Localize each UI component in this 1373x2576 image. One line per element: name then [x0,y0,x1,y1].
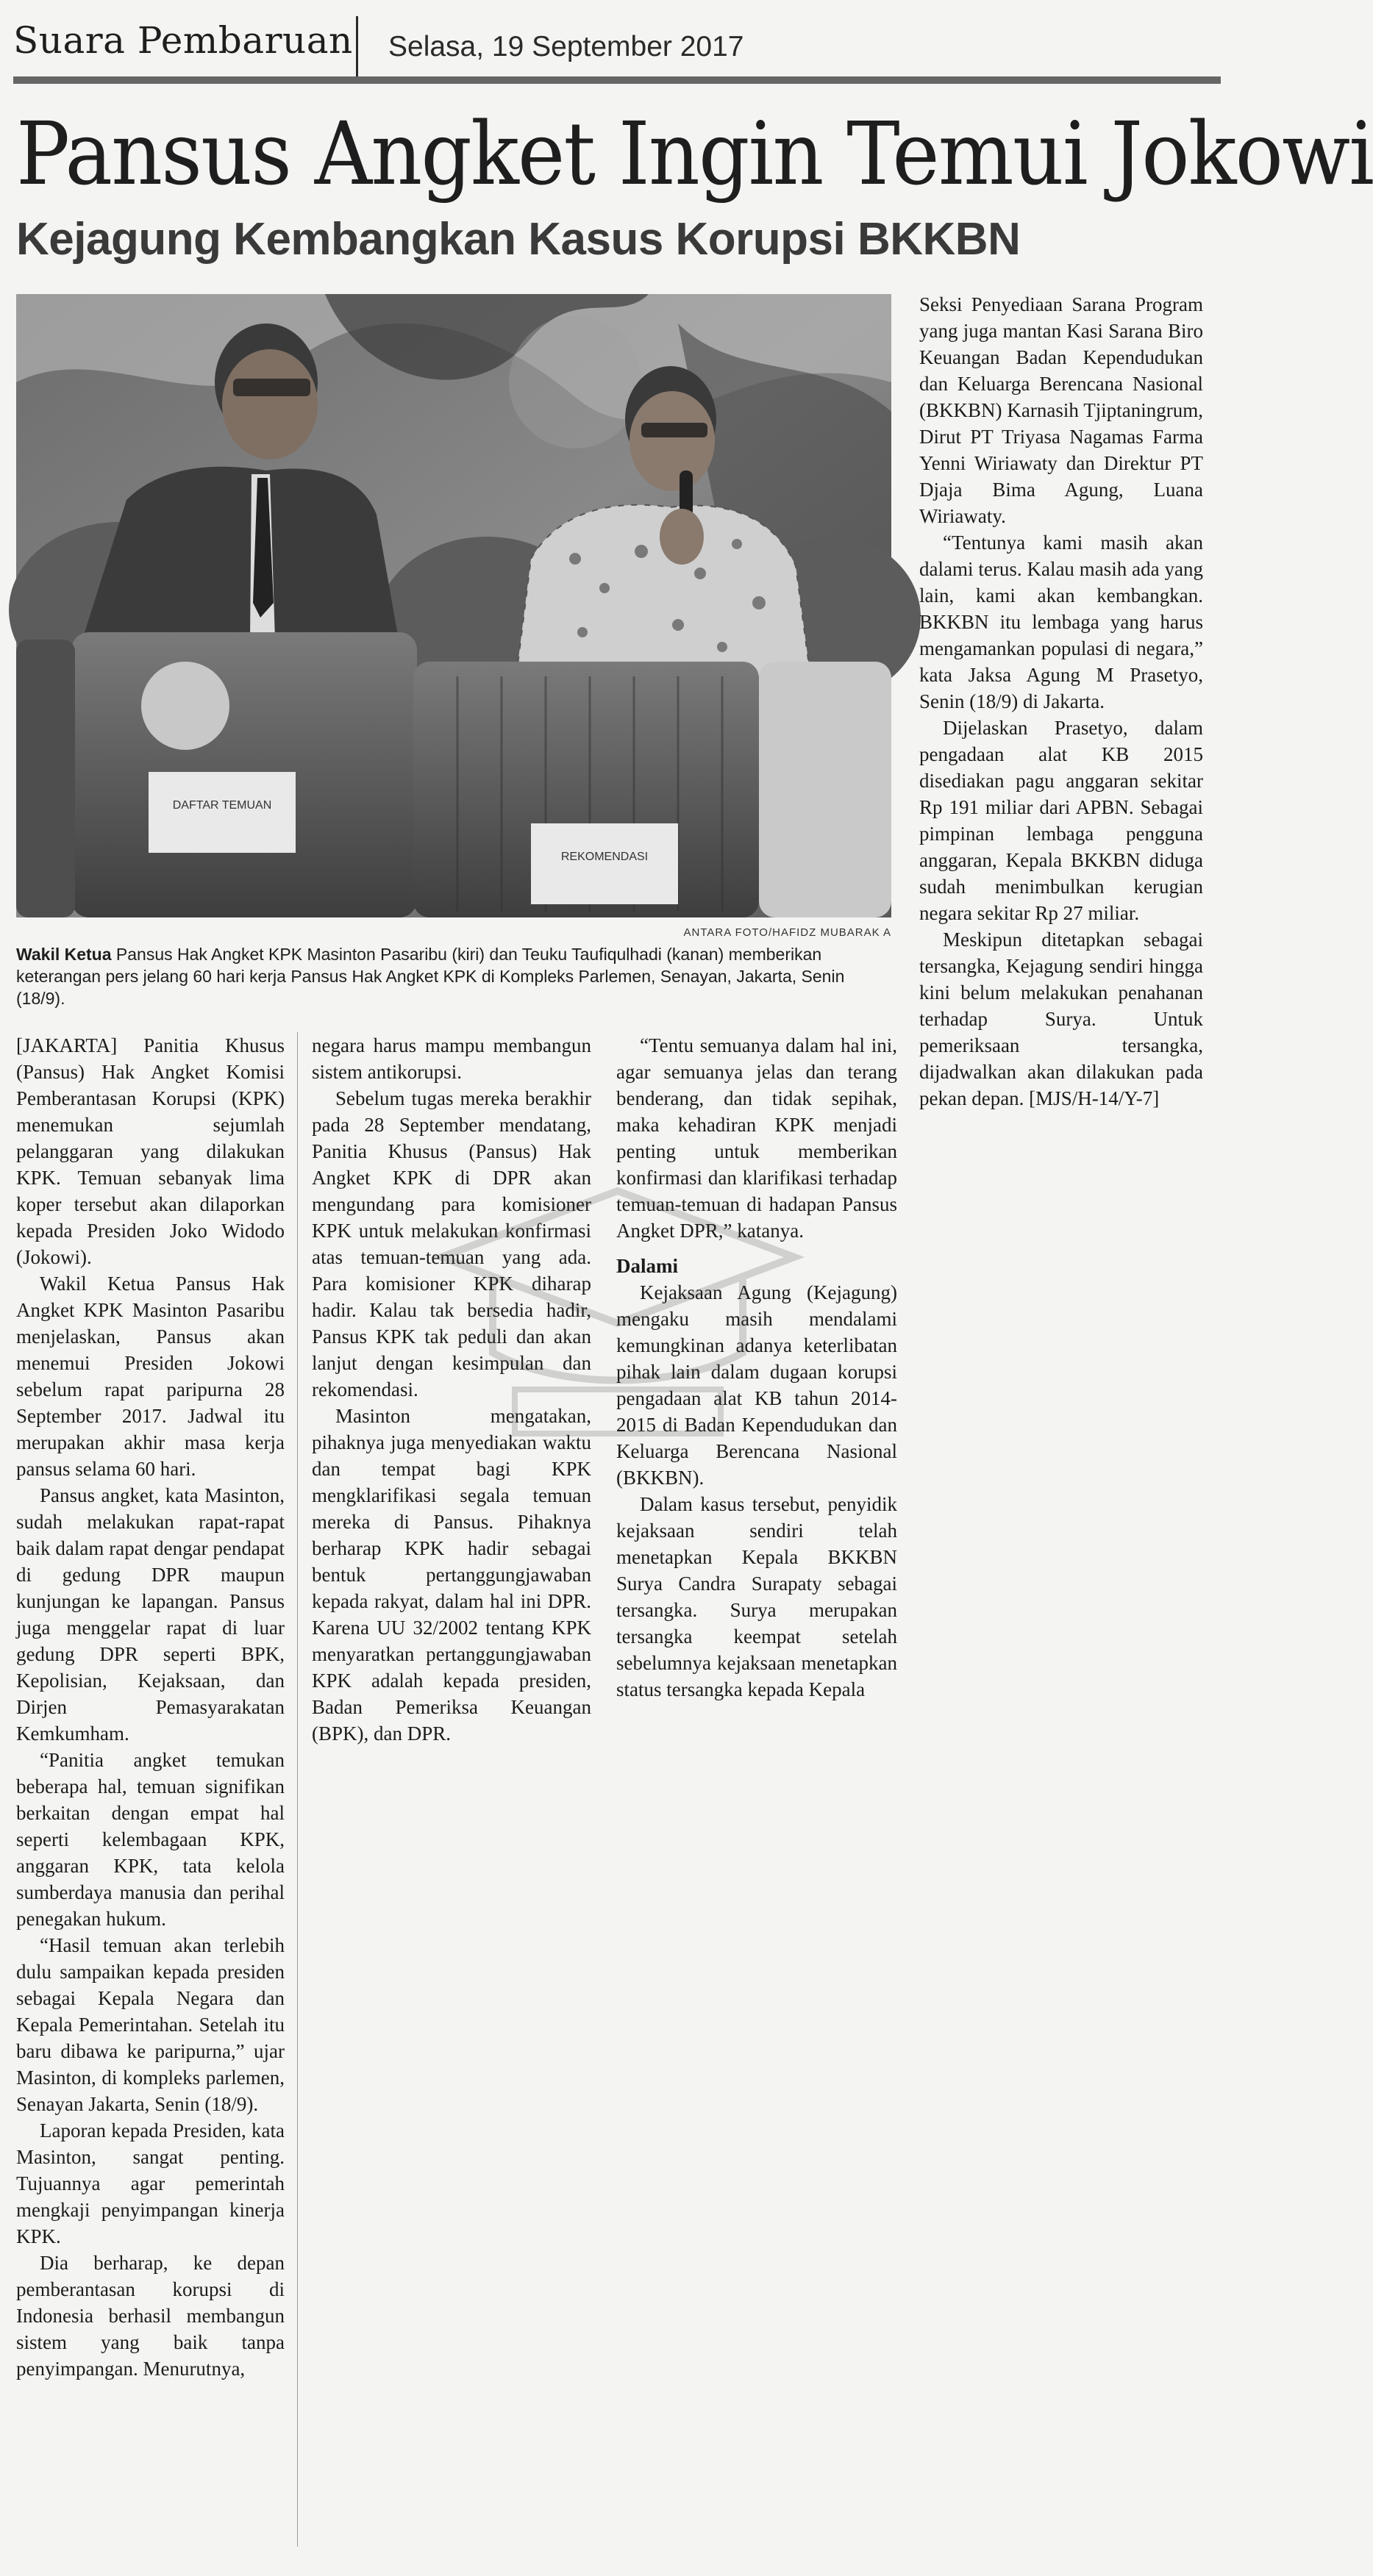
paragraph: Dia berharap, ke depan pemberantasan korupsi di Indonesia berhasil membangun sistem yang baik tanpa penyimpangan. Menurutnya, [16,2252,285,2380]
paragraph: “Tentu semuanya dalam hal ini, agar semuanya jelas dan terang benderang, dan tidak sepihak, maka kehadiran KPK menjadi penting untuk memberikan konfirmasi dan klarifikasi terhadap temuan-temuan di hadapan Pansus Angket DPR,” katanya. [616,1034,897,1242]
paragraph: Seksi Penyediaan Sarana Program yang juga mantan Kasi Sarana Biro Keuangan Badan Kependudukan dan Keluarga Berencana Nasional (BKKBN) Karnasih Tjiptaningrum, Dirut PT Triyasa Nagamas Farma Yenni Wiriawaty dan Direktur PT Djaja Bima Agung, Luana Wiriawaty. [919,293,1203,527]
paragraph: “Panitia angket temukan beberapa hal, temuan signifikan berkaitan dengan empat hal seperti kelembagaan KPK, anggaran KPK, tata kelola sumberdaya manusia dan perihal penegakan hukum. [16,1749,285,1930]
paragraph: Sebelum tugas mereka berakhir pada 28 September mendatang, Panitia Khusus (Pansus) Hak Angket KPK di DPR akan mengundang para komisioner KPK untuk melakukan konfirmasi atas temuan-temuan yang ada. Para komisioner KPK diharap hadir. Kalau tak bersedia hadir, Pansus KPK tak peduli dan akan lanjut dengan kesimpulan dan rekomendasi. [312,1087,591,1400]
publication-name: Suara Pembaruan [13,19,353,62]
paragraph: Laporan kepada Presiden, kata Masinton, sangat penting. Tujuannya agar pemerintah mengkaji penyimpangan kinerja KPK. [16,2119,285,2247]
paragraph: Dijelaskan Prasetyo, dalam pengadaan alat KB 2015 disediakan pagu anggaran sekitar Rp 191 miliar dari APBN. Sebagai pimpinan lembaga pengguna anggaran, Kepala BKKBN diduga sudah menimbulkan kerugian negara sekitar Rp 27 miliar. [919,717,1203,924]
paragraph: Wakil Ketua Pansus Hak Angket KPK Masinton Pasaribu menjelaskan, Pansus akan menemui Presiden Jokowi sebelum rapat paripurna 28 September 2017. Jadwal itu merupakan akhir masa kerja pansus selama 60 hari. [16,1273,285,1480]
article-column-3 [616,1032,897,1841]
paragraph: Meskipun ditetapkan sebagai tersangka, Kejagung sendiri hingga kini belum melakukan penahanan terhadap Surya. Untuk pemeriksaan tersangka, dijadwalkan akan dilakukan pada pekan depan. [MJS/H-14/Y-7] [919,929,1203,1109]
photo-credit: ANTARA FOTO/HAFIDZ MUBARAK A [683,926,891,939]
paragraph: Kejaksaan Agung (Kejagung) mengaku masih mendalami kemungkinan adanya keterlibatan pihak lain dalam dugaan korupsi pengadaan alat KB tahun 2014-2015 di Badan Kependudukan dan Keluarga Berencana Nasional (BKKBN). [616,1281,897,1489]
caption-lead: Wakil Ketua [16,945,112,964]
paragraph: negara harus mampu membangun sistem antikorupsi. [312,1034,591,1083]
publication-date: Selasa, 19 September 2017 [388,31,744,62]
section-heading: Dalami [616,1255,678,1277]
subheadline: Kejagung Kembangkan Kasus Korupsi BKKBN [16,214,1021,265]
headline: Pansus Angket Ingin Temui Jokowi [16,103,1373,204]
paragraph: [JAKARTA] Panitia Khusus (Pansus) Hak Angket Komisi Pemberantasan Korupsi (KPK) menemukan sejumlah pelanggaran yang dilakukan KPK. Temuan sebanyak lima koper tersebut akan dilaporkan kepada Presiden Joko Widodo (Jokowi). [16,1034,285,1268]
column-rule [297,1032,298,2547]
photo-caption [16,944,891,1010]
paragraph: Masinton mengatakan, pihaknya juga menyediakan waktu dan tempat bagi KPK mengklarifikasi segala temuan mereka di Pansus. Pihaknya berharap KPK hadir sebagai bentuk pertanggungjawaban kepada rakyat, dalam hal ini DPR. Karena UU 32/2002 tentang KPK menyaratkan pertanggungjawaban KPK adalah kepada presiden, Badan Pemeriksa Keuangan (BPK), dan DPR. [312,1405,591,1745]
paragraph: “Hasil temuan akan terlebih dulu sampaikan kepada presiden sebagai Kepala Negara dan Kepala Pemerintahan. Setelah itu baru dibawa ke paripurna,” ujar Masinton, di kompleks parlemen, Senayan Jakarta, Senin (18/9). [16,1934,285,2115]
press-photo-illustration [16,294,891,917]
case-right-label: REKOMENDASI [560,851,649,863]
masthead-rule [13,76,1221,84]
article-column-2 [312,1032,591,1841]
masthead-divider [356,16,358,76]
article-column-4 [919,291,1203,1276]
caption-body: Pansus Hak Angket KPK Masinton Pasaribu (kiri) dan Teuku Taufiqulhadi (kanan) memberikan keterangan pers jelang 60 hari kerja Pansus Hak Angket KPK di Kompleks Parlemen, Senayan, Jakarta, Senin (18/9). [16,945,845,1008]
article-column-1 [16,1032,285,2569]
masthead [13,16,1208,75]
paragraph: Pansus angket, kata Masinton, sudah melakukan rapat-rapat baik dalam rapat dengar pendapat di gedung DPR maupun kunjungan ke lapangan. Pansus juga menggelar rapat di luar gedung DPR seperti BPK, Kepolisian, Kejaksaan, dan Dirjen Pemasyarakatan Kemkumham. [16,1484,285,1745]
paragraph: Dalam kasus tersebut, penyidik kejaksaan sendiri telah menetapkan Kepala BKKBN Surya Candra Surapaty sebagai tersangka. Surya merupakan tersangka keempat setelah sebelumnya kejaksaan menetapkan status tersangka kepada Kepala [616,1493,897,1700]
paragraph: “Tentunya kami masih akan dalami terus. Kalau masih ada yang lain, kami akan kembangkan. BKKBN itu lembaga yang harus mengamankan populasi di negara,” kata Jaksa Agung M Prasetyo, Senin (18/9) di Jakarta. [919,532,1203,712]
press-photo [16,294,891,917]
case-left-label: DAFTAR TEMUAN [172,799,272,812]
